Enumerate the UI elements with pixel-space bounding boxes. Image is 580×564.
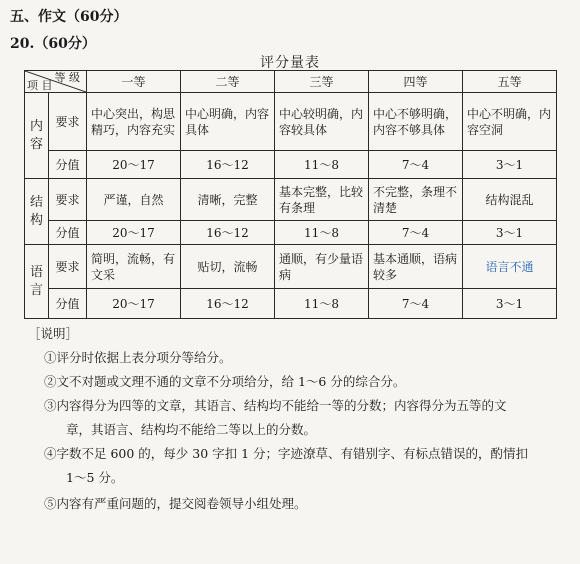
note-5: ⑤内容有严重问题的，提交阅卷领导小组处理。: [44, 496, 307, 511]
structure-req-5: 结构混乱: [463, 179, 557, 221]
grade-1: 一等: [87, 71, 181, 93]
req-label: 要求: [49, 93, 87, 151]
content-val-2: 16～12: [181, 151, 275, 179]
content-label: 内容: [25, 93, 49, 179]
structure-val-5: 3～1: [463, 221, 557, 245]
content-req-1: 中心突出，构思精巧，内容充实: [87, 93, 181, 151]
content-req-row: [25, 93, 557, 151]
language-req-3: 通顺，有少量语病: [275, 245, 369, 289]
content-val-5: 3～1: [463, 151, 557, 179]
corner-item-label: 项 目: [27, 79, 53, 92]
content-val-1: 20～17: [87, 151, 181, 179]
corner-cell: [25, 71, 87, 93]
structure-val-row: [25, 221, 557, 245]
note-1: ①评分时依据上表分项分等给分。: [44, 350, 232, 365]
language-req-row: [25, 245, 557, 289]
structure-req-2: 清晰，完整: [181, 179, 275, 221]
note-3: ③内容得分为四等的文章，其语言、结构均不能给一等的分数；内容得分为五等的文: [44, 398, 507, 413]
language-label: 语言: [25, 245, 49, 319]
language-val-5: 3～1: [463, 289, 557, 319]
note-3-cont: 章，其语言、结构均不能给二等以上的分数。: [66, 422, 317, 437]
language-val-2: 16～12: [181, 289, 275, 319]
notes-title: ［说明］: [28, 326, 79, 341]
structure-val-1: 20～17: [87, 221, 181, 245]
language-req-5: 语言不通: [463, 245, 557, 289]
val-label: 分值: [49, 289, 87, 319]
grade-2: 二等: [181, 71, 275, 93]
structure-val-2: 16～12: [181, 221, 275, 245]
content-req-2: 中心明确，内容具体: [181, 93, 275, 151]
language-val-3: 11～8: [275, 289, 369, 319]
language-req-2: 贴切，流畅: [181, 245, 275, 289]
language-val-1: 20～17: [87, 289, 181, 319]
structure-req-4: 不完整，条理不清楚: [369, 179, 463, 221]
structure-val-4: 7～4: [369, 221, 463, 245]
note-2: ②文不对题或文理不通的文章不分项给分，给 1～6 分的综合分。: [44, 374, 406, 389]
req-label: 要求: [49, 179, 87, 221]
content-req-5: 中心不明确，内容空洞: [463, 93, 557, 151]
structure-req-3: 基本完整，比较有条理: [275, 179, 369, 221]
content-req-4: 中心不够明确，内容不够具体: [369, 93, 463, 151]
val-label: 分值: [49, 151, 87, 179]
grade-header-row: [25, 71, 557, 93]
structure-val-3: 11～8: [275, 221, 369, 245]
section-heading: 五、作文（60分）: [10, 9, 128, 25]
language-req-4: 基本通顺，语病较多: [369, 245, 463, 289]
structure-req-1: 严谨，自然: [87, 179, 181, 221]
structure-req-row: [25, 179, 557, 221]
grade-4: 四等: [369, 71, 463, 93]
language-req-1: 简明，流畅，有文采: [87, 245, 181, 289]
grade-3: 三等: [275, 71, 369, 93]
note-4: ④字数不足 600 的，每少 30 字扣 1 分；字迹潦草、有错别字、有标点错误的，酌情扣: [44, 446, 529, 461]
question-number: 20.（60分）: [10, 36, 96, 52]
content-val-3: 11～8: [275, 151, 369, 179]
grade-5: 五等: [463, 71, 557, 93]
note-4-cont: 1～5 分。: [66, 470, 124, 485]
language-val-4: 7～4: [369, 289, 463, 319]
corner-grade-label: 等 级: [54, 71, 80, 84]
content-val-4: 7～4: [369, 151, 463, 179]
scoring-table: [24, 70, 557, 319]
content-req-3: 中心较明确，内容较具体: [275, 93, 369, 151]
language-val-row: [25, 289, 557, 319]
req-label: 要求: [49, 245, 87, 289]
val-label: 分值: [49, 221, 87, 245]
content-val-row: [25, 151, 557, 179]
structure-label: 结构: [25, 179, 49, 245]
table-title: 评分量表: [260, 55, 320, 71]
